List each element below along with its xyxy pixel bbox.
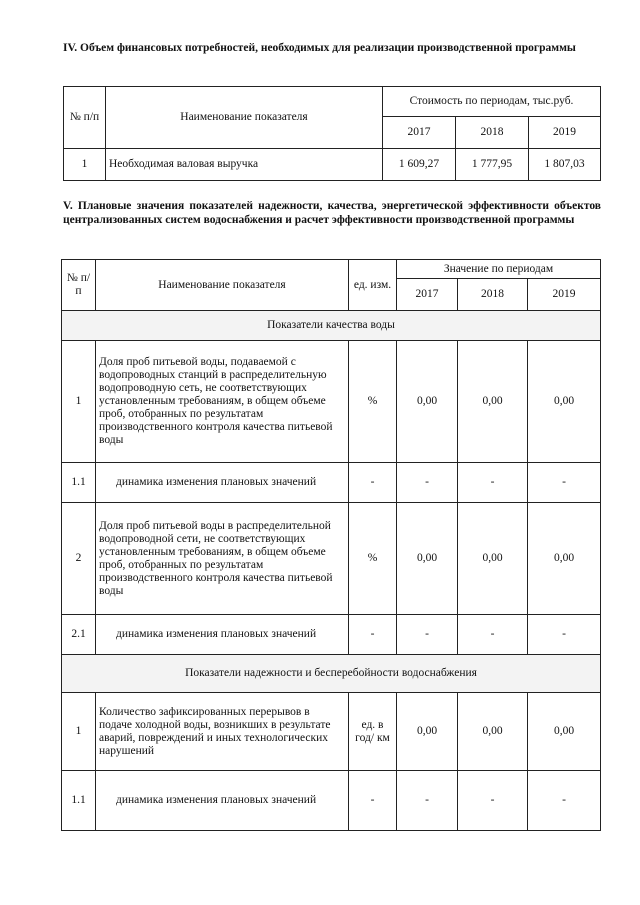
row-name: Доля проб питьевой воды, подаваемой с водопроводных станций в распределительную водопроводную сеть, не соответствующих установленным требованиям, в общем объеме проб, отобранных по результатам производственного контроля качества питьевой воды (96, 341, 349, 463)
row-value: - (458, 463, 528, 503)
indicators-table (61, 259, 601, 831)
row-value: - (397, 463, 458, 503)
row-num: 1 (62, 693, 96, 771)
row-num: 1.1 (62, 771, 96, 831)
year-header: 2017 (383, 117, 456, 149)
group-header-reliability: Показатели надежности и бесперебойности водоснабжения (62, 655, 601, 693)
group-header-water-quality: Показатели качества воды (62, 311, 601, 341)
year-header: 2018 (456, 117, 529, 149)
col-header-cost: Стоимость по периодам, тыс.руб. (383, 87, 601, 117)
col-header-num: № п/п (64, 87, 106, 149)
table-row (62, 503, 601, 615)
row-value: - (528, 615, 601, 655)
row-value: - (528, 463, 601, 503)
row-value: 0,00 (528, 693, 601, 771)
year-header: 2017 (397, 279, 458, 311)
row-name: динамика изменения плановых значений (96, 463, 349, 503)
row-value: 1 777,95 (456, 149, 529, 181)
col-header-name: Наименование показателя (96, 260, 349, 311)
row-value: 0,00 (397, 503, 458, 615)
row-value: 1 609,27 (383, 149, 456, 181)
year-header: 2019 (529, 117, 601, 149)
row-value: - (397, 615, 458, 655)
row-name: Доля проб питьевой воды в распределительной водопроводной сети, не соответствующих установленным требованиям, в общем объеме проб, отобранных по результатам производственного контроля качества питьевой воды (96, 503, 349, 615)
row-unit: - (349, 463, 397, 503)
row-value: 0,00 (528, 341, 601, 463)
row-value: 1 807,03 (529, 149, 601, 181)
row-value: - (458, 615, 528, 655)
row-unit: - (349, 615, 397, 655)
row-value: 0,00 (458, 693, 528, 771)
year-header: 2019 (528, 279, 601, 311)
section-4-heading: IV. Объем финансовых потребностей, необходимых для реализации производственной программы (63, 42, 576, 54)
table-row (62, 341, 601, 463)
table-row (62, 615, 601, 655)
row-unit: % (349, 341, 397, 463)
col-header-unit: ед. изм. (349, 260, 397, 311)
row-num: 1 (64, 149, 106, 181)
row-unit: - (349, 771, 397, 831)
row-value: - (528, 771, 601, 831)
row-value: 0,00 (397, 693, 458, 771)
row-unit: ед. в год/ км (349, 693, 397, 771)
table-row (62, 771, 601, 831)
row-name: динамика изменения плановых значений (96, 771, 349, 831)
row-value: 0,00 (458, 503, 528, 615)
section-5-heading: V. Плановые значения показателей надежности, качества, энергетической эффективности объектов централизованных систем водоснабжения и расчет эффективности производственной программы (63, 200, 601, 226)
row-value: 0,00 (528, 503, 601, 615)
row-num: 1.1 (62, 463, 96, 503)
row-num: 2 (62, 503, 96, 615)
row-name: Количество зафиксированных перерывов в подаче холодной воды, возникших в результате аварий, повреждений и иных технологических нарушений (96, 693, 349, 771)
col-header-values: Значение по периодам (397, 260, 601, 279)
row-value: - (458, 771, 528, 831)
col-header-name: Наименование показателя (106, 87, 383, 149)
table-row (64, 149, 601, 181)
col-header-num: № п/п (62, 260, 96, 311)
row-value: 0,00 (458, 341, 528, 463)
row-unit: % (349, 503, 397, 615)
row-value: 0,00 (397, 341, 458, 463)
row-name: динамика изменения плановых значений (96, 615, 349, 655)
year-header: 2018 (458, 279, 528, 311)
row-num: 1 (62, 341, 96, 463)
financial-needs-table (63, 86, 601, 181)
row-num: 2.1 (62, 615, 96, 655)
table-row (62, 693, 601, 771)
row-value: - (397, 771, 458, 831)
table-row (62, 463, 601, 503)
row-name: Необходимая валовая выручка (106, 149, 383, 181)
